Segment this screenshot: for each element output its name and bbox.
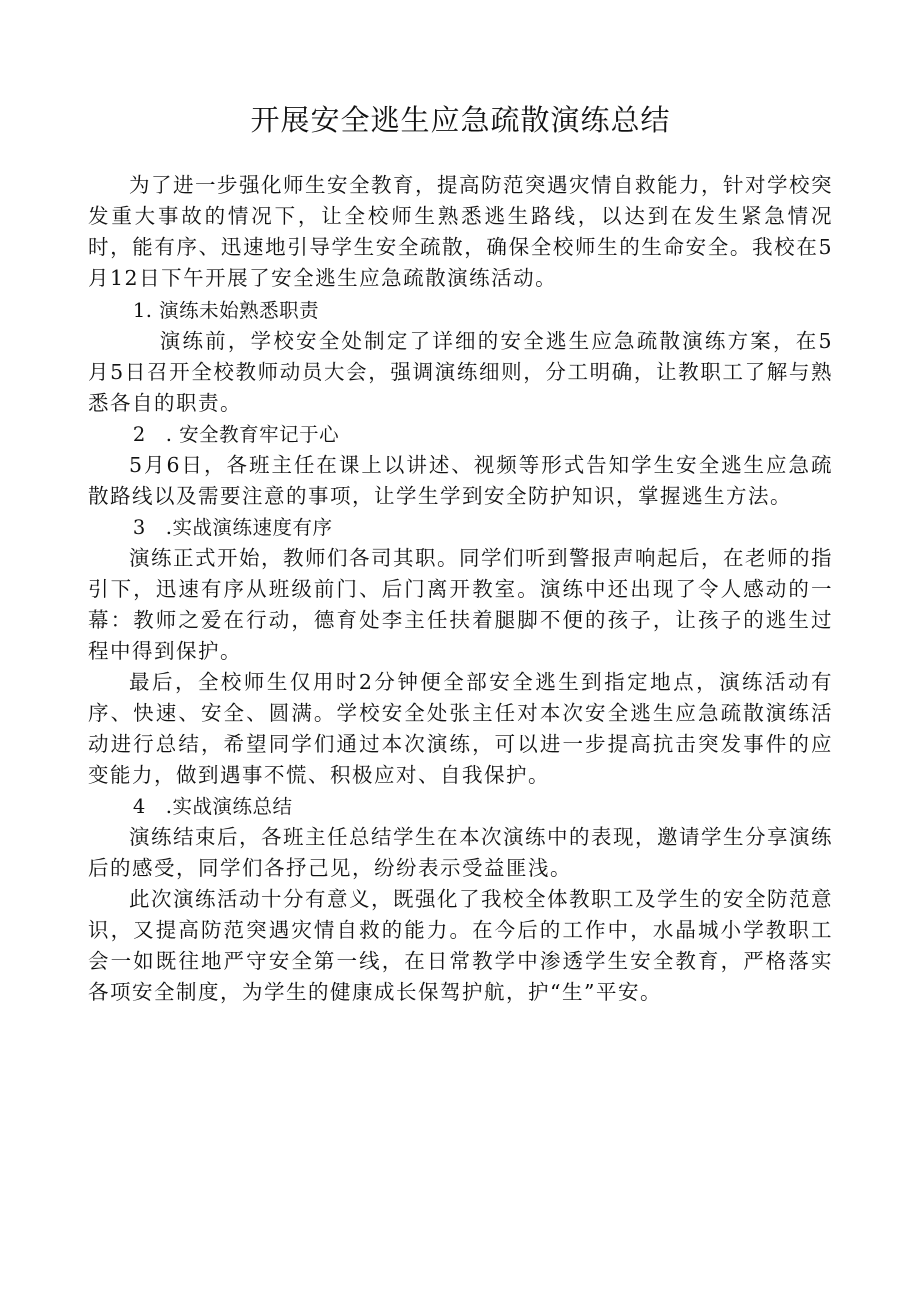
paragraph-1: 演练前，学校安全处制定了详细的安全逃生应急疏散演练方案，在5月5日召开全校教师动员大会，强调演练细则，分工明确，让教职工了解与熟悉各自的职责。: [88, 329, 833, 415]
paragraph-3b: 最后，全校师生仅用时2分钟便全部安全逃生到指定地点，演练活动有序、快速、安全、圆满。学校安全处张主任对本次安全逃生应急疏散演练活动进行总结，希望同学们通过本次演练，可以进一步提高抗击突发事件的应变能力，做到遇事不慌、积极应对、自我保护。: [88, 670, 833, 787]
document-page: [88, 100, 833, 1008]
section-heading-3: 3 .实战演练速度有序: [132, 516, 333, 539]
section-heading-4: 4 .实战演练总结: [132, 795, 293, 818]
document-title: 开展安全逃生应急疏散演练总结: [250, 103, 671, 137]
section-heading-1: 1. 演练未始熟悉职责: [132, 299, 320, 322]
paragraph-4a: 演练结束后，各班主任总结学生在本次演练中的表现，邀请学生分享演练后的感受，同学们各抒己见，纷纷表示受益匪浅。: [88, 825, 833, 880]
paragraph-4b: 此次演练活动十分有意义，既强化了我校全体教职工及学生的安全防范意识，又提高防范突遇灾情自救的能力。在今后的工作中，水晶城小学教职工会一如既往地严守安全第一线，在日常教学中渗透学生安全教育，严格落实各项安全制度，为学生的健康成长保驾护航，护“生”平安。: [88, 887, 833, 1004]
section-heading-2: 2 . 安全教育牢记于心: [132, 423, 340, 446]
paragraph-intro: 为了进一步强化师生安全教育，提高防范突遇灾情自救能力，针对学校突发重大事故的情况下，让全校师生熟悉逃生路线，以达到在发生紧急情况时，能有序、迅速地引导学生安全疏散，确保全校师生的生命安全。我校在5月12日下午开展了安全逃生应急疏散演练活动。: [88, 173, 833, 290]
paragraph-2: 5月6日，各班主任在课上以讲述、视频等形式告知学生安全逃生应急疏散路线以及需要注意的事项，让学生学到安全防护知识，掌握逃生方法。: [88, 453, 833, 508]
paragraph-3a: 演练正式开始，教师们各司其职。同学们听到警报声响起后，在老师的指引下，迅速有序从班级前门、后门离开教室。演练中还出现了令人感动的一幕：教师之爱在行动，德育处李主任扶着腿脚不便的孩子，让孩子的逃生过程中得到保护。: [88, 546, 833, 663]
